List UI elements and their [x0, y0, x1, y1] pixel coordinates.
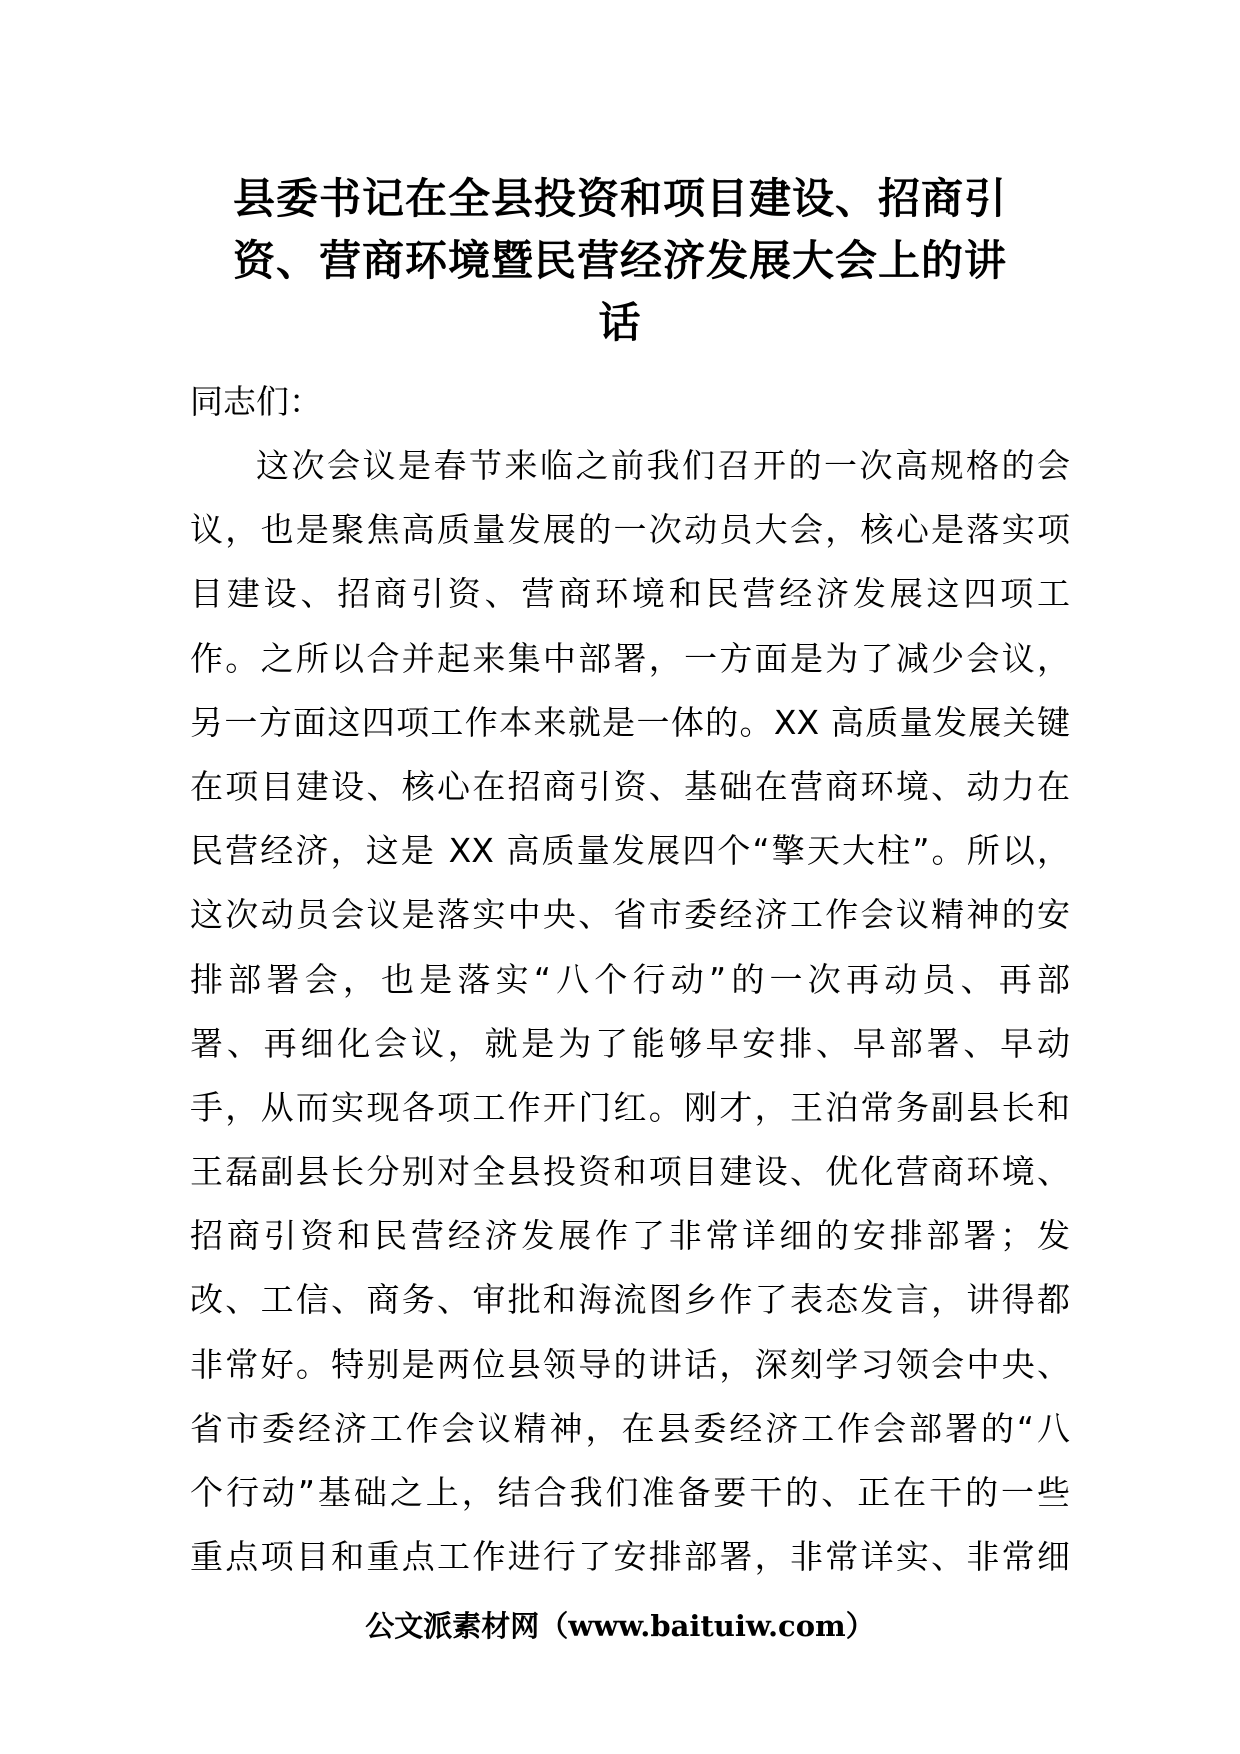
body-line: 这次动员会议是落实中央、省市委经济工作会议精神的安: [190, 895, 1070, 935]
body-line: 王磊副县长分别对全县投资和项目建设、优化营商环境、: [190, 1152, 1070, 1192]
body-line: 重点项目和重点工作进行了安排部署，非常详实、非常细: [190, 1537, 1070, 1577]
body-line: 议，也是聚焦高质量发展的一次动员大会，核心是落实项: [190, 510, 1070, 550]
body-paragraph: [190, 434, 1070, 1589]
title-line: 资、营商环境暨民营经济发展大会上的讲: [232, 236, 1007, 285]
body-line: 这次会议是春节来临之前我们召开的一次高规格的会: [256, 446, 1070, 485]
body-line: 目建设、招商引资、营商环境和民营经济发展这四项工: [190, 574, 1070, 614]
title-line: 县委书记在全县投资和项目建设、招商引: [232, 174, 1007, 223]
body-line: 另一方面这四项工作本来就是一体的。XX 高质量发展关键: [190, 702, 1070, 742]
body-line: 手，从而实现各项工作开门红。刚才，王泊常务副县长和: [190, 1087, 1070, 1127]
body-line: 民营经济，这是 XX 高质量发展四个“擎天大柱”。所以，: [190, 831, 1070, 871]
body-line: 在项目建设、核心在招商引资、基础在营商环境、动力在: [190, 766, 1070, 806]
body-line: 署、再细化会议，就是为了能够早安排、早部署、早动: [190, 1023, 1070, 1063]
body-line: 改、工信、商务、审批和海流图乡作了表态发言，讲得都: [190, 1280, 1070, 1320]
document-title: [170, 168, 1070, 354]
body-line: 非常好。特别是两位县领导的讲话，深刻学习领会中央、: [190, 1344, 1070, 1384]
body-line: 省市委经济工作会议精神，在县委经济工作会部署的“八: [190, 1408, 1070, 1448]
body-line: 个行动”基础之上，结合我们准备要干的、正在干的一些: [190, 1473, 1070, 1512]
footer-watermark: 公文派素材网（www.baituiw.com）: [365, 1609, 875, 1643]
title-line: 话: [598, 298, 642, 347]
salutation: 同志们：: [190, 382, 322, 421]
body-line: 排部署会，也是落实“八个行动”的一次再动员、再部: [190, 959, 1070, 999]
body-line: 作。之所以合并起来集中部署，一方面是为了减少会议，: [190, 638, 1070, 678]
body-line: 招商引资和民营经济发展作了非常详细的安排部署；发: [190, 1216, 1070, 1256]
